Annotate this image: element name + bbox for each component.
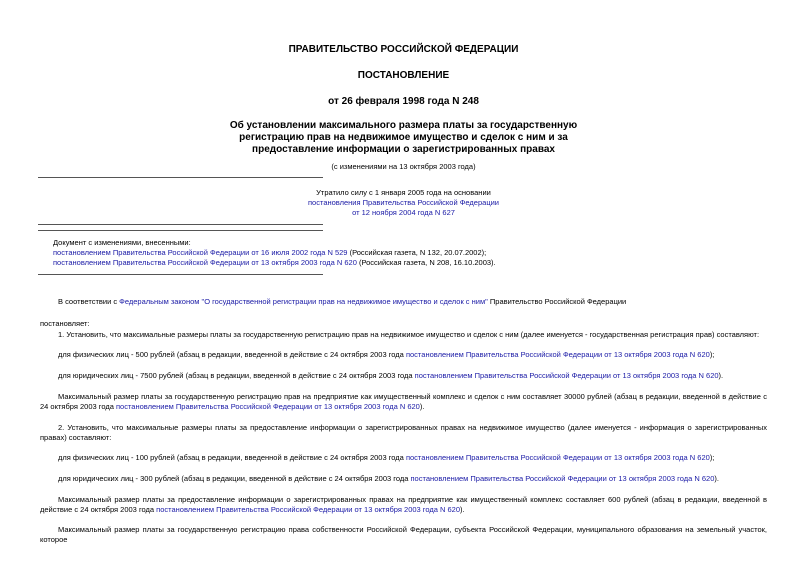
text: ).: [714, 474, 719, 483]
divider: [38, 274, 323, 275]
change-link[interactable]: постановлением Правительства Российской Федерации от 16 июля 2002 года N 529: [53, 248, 348, 257]
divider: [38, 230, 323, 231]
amendment-link[interactable]: постановлением Правительства Российской Федерации от 13 октября 2003 года N 620: [156, 505, 461, 514]
amendment-link[interactable]: постановлением Правительства Российской Федерации от 13 октября 2003 года N 620: [405, 350, 710, 359]
divider: [38, 224, 323, 225]
title-line: Об установлении максимального размера платы за государственную: [229, 120, 578, 131]
repeal-link-date[interactable]: от 12 ноября 2004 года N 627: [352, 208, 455, 217]
amendment-link[interactable]: постановлением Правительства Российской Федерации от 13 октября 2003 года N 620: [414, 371, 719, 380]
amendment-link[interactable]: постановлением Правительства Российской Федерации от 13 октября 2003 года N 620: [410, 474, 715, 483]
change-item: [53, 258, 773, 268]
repeal-link[interactable]: постановления Правительства Российской Федерации: [307, 198, 499, 207]
text: ).: [460, 505, 465, 514]
text: для физических лиц - 500 рублей (абзац в редакции, введенной в действие с 24 октября 2003 года: [58, 350, 406, 359]
document-type: ПОСТАНОВЛЕНИЕ: [357, 70, 450, 81]
text: ).: [718, 371, 724, 380]
change-source: (Российская газета, N 208, 16.10.2003).: [356, 258, 496, 267]
change-source: (Российская газета, N 132, 20.07.2002);: [347, 248, 487, 257]
body-paragraph: Максимальный размер платы за государственную регистрацию права собственности Российской Федерации, субъекта Российской Федерации, муниципального образования на земельный участок, которое: [40, 525, 767, 544]
body-paragraph: [40, 474, 767, 484]
body-paragraph: 1. Установить, что максимальные размеры платы за государственную регистрацию прав на недвижимое имущество и сделок с ним (далее именуется - государственная регистрация прав) составляют:: [58, 330, 760, 339]
body-paragraph: [40, 350, 767, 360]
body-paragraph: 2. Установить, что максимальные размеры платы за предоставление информации о зарегистрированных правах на недвижимое имущество (далее именуется - информация о зарегистрированных правах) составляют:: [40, 423, 767, 442]
body-paragraph: постановляет:: [40, 319, 90, 328]
document-date-number: от 26 февраля 1998 года N 248: [328, 96, 479, 107]
changes-block: [53, 238, 773, 268]
title-line: предоставление информации о зарегистрированных правах: [252, 144, 555, 155]
text: для юридических лиц - 300 рублей (абзац в редакции, введенной в действие с 24 октября 2003 года: [58, 474, 411, 483]
document-title: [0, 120, 807, 156]
text: ).: [419, 402, 425, 411]
amendment-link[interactable]: постановлением Правительства Российской Федерации от 13 октября 2003 года N 620: [405, 453, 710, 462]
changes-intro: Документ с изменениями, внесенными:: [53, 238, 191, 247]
title-line: регистрацию прав на недвижимое имущество и сделок с ним и за: [239, 132, 568, 143]
amendment-link[interactable]: постановлением Правительства Российской Федерации от 13 октября 2003 года N 620: [115, 402, 420, 411]
text: для юридических лиц - 7500 рублей (абзац в редакции, введенной в действие с 24 октября 2003 года: [58, 371, 415, 380]
text: );: [709, 350, 715, 359]
text: для физических лиц - 100 рублей (абзац в редакции, введенной в действие с 24 октября 2003 года: [58, 453, 406, 462]
text: Максимальный размер платы за предоставление информации о зарегистрированных правах на предприятие как имущественный комплекс составляет 600 рублей (абзац в редакции, введенной в действие с 24 октября 2003 года: [40, 495, 767, 514]
amendment-note: (с изменениями на 13 октября 2003 года): [331, 162, 476, 171]
repeal-text: Утратило силу с 1 января 2005 года на основании: [316, 188, 491, 197]
repeal-note: [0, 188, 807, 218]
text: Максимальный размер платы за государственную регистрацию прав на предприятие как имущественный комплекс и сделок с ним составляет 30000 рублей (абзац в редакции, введенной в действие с 24 октября 2003 года: [40, 392, 767, 411]
text: Правительство Российской Федерации: [487, 297, 627, 306]
change-link[interactable]: постановлением Правительства Российской Федерации от 13 октября 2003 года N 620: [53, 258, 357, 267]
body-paragraph: [40, 297, 767, 307]
text: );: [709, 453, 715, 462]
text: В соответствии с: [58, 297, 120, 306]
body-paragraph: [40, 392, 767, 412]
law-link[interactable]: Федеральным законом "О государственной регистрации прав на недвижимое имущество и сделок с ним": [119, 297, 488, 306]
body-paragraph: [40, 453, 767, 463]
change-item: [53, 248, 773, 258]
body-paragraph: [40, 495, 767, 515]
government-heading: ПРАВИТЕЛЬСТВО РОССИЙСКОЙ ФЕДЕРАЦИИ: [288, 44, 519, 55]
body-paragraph: [40, 371, 767, 381]
divider: [38, 177, 323, 178]
